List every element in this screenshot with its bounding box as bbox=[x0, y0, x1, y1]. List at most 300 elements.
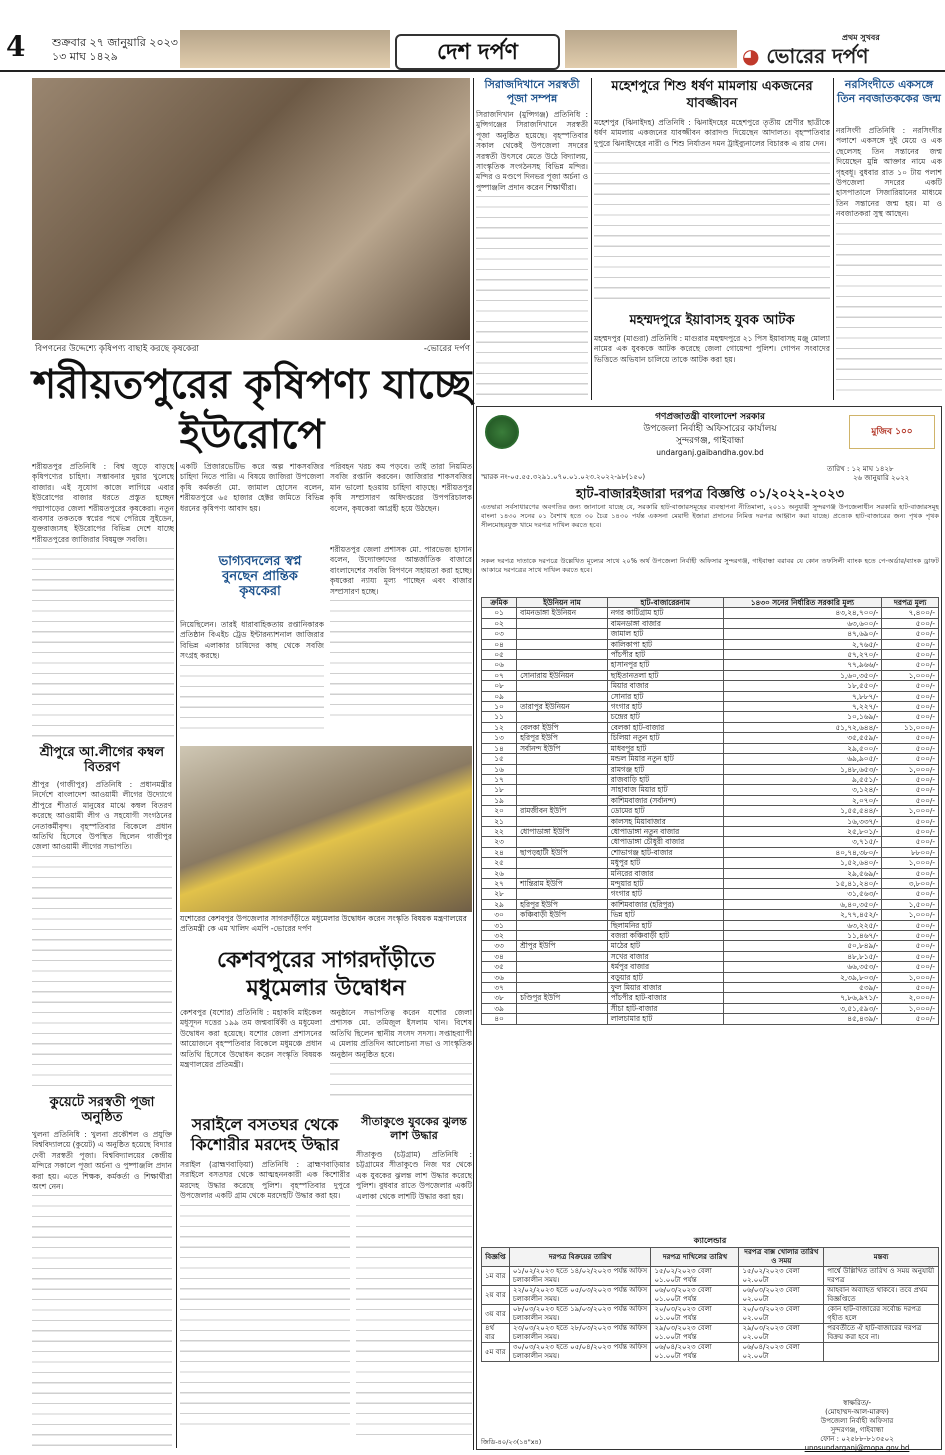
table-row bbox=[482, 806, 939, 816]
table-cell-price: ৬৬,৩৫৩/- bbox=[723, 962, 882, 972]
table-cell-hat: রাজবাড়ি হাট bbox=[607, 774, 723, 784]
table-cell-union bbox=[517, 785, 608, 795]
table-cell-fee: ১,০০০/- bbox=[882, 858, 939, 868]
table-cell-price: ৫০,৮৪৯/- bbox=[723, 941, 882, 951]
table-cell-union: কঞ্চিবাড়ী ইউপি bbox=[517, 910, 608, 920]
table-row bbox=[482, 722, 939, 732]
calendar-cell-open: ০৬/০৪/২০২৩ বেলা ০২.০০টা bbox=[739, 1343, 824, 1362]
table-row bbox=[482, 1003, 939, 1013]
newspaper-logo bbox=[742, 32, 942, 68]
calendar-cell-n: ২য় বার bbox=[482, 1286, 510, 1305]
mohespur-headline: মহেশপুরে শিশু ধর্ষণ মামলায় একজনের যাবজ্জীবন bbox=[611, 79, 813, 111]
table-row bbox=[482, 743, 939, 753]
sirajdikhan-text: সিরাজদিখান (মুন্সিগঞ্জ) প্রতিনিধি : মুন্সিগঞ্জের সিরাজদিখানে সরস্বতী পূজা অনুষ্ঠিত হয়েছে। বৃহস্পতিবার সকাল থেকেই উপজেলা সদরের সরস্বতী উৎসবে মেতে উঠে বিদ্যালয়, সাংস্কৃতিক সংগঠনসহ বিভিন্ন মন্দির। মন্দির ও মণ্ডপে দিনভর পূজা অর্চনা ও পুষ্পাঞ্জলি প্রদান করেন শিক্ষার্থীরা। bbox=[476, 110, 588, 400]
lead-text-right2: শরীয়তপুর জেলা প্রশাসক মো. পারভেজ হাসান বলেন, উদ্যোক্তাদের আন্তর্জাতিক বাজারে বাংলাদেশের সবজি বিপণনে সহায়তা করা হচ্ছে। কৃষকেরা ন্যায্য মূল্য পাচ্ছেন এবং বাজার সম্প্রসারণ হচ্ছে। bbox=[330, 545, 472, 742]
calendar-cell-n: ৪র্থ বার bbox=[482, 1324, 510, 1343]
sarail-headline: সরাইলে বসতঘর থেকে কিশোরীর মরদেহ উদ্ধার bbox=[190, 1115, 340, 1154]
table-cell-union bbox=[517, 951, 608, 961]
table-row bbox=[482, 733, 939, 743]
calendar-cell-n: ৩য় বার bbox=[482, 1305, 510, 1324]
table-cell-hat: ছিলামনির হাট bbox=[607, 920, 723, 930]
tender-intro: এতদ্বারা সর্বসাধারণের অবগতির জন্য জানানো যাচ্ছে যে, সরকারি হাট-বাজারসমূহের ব্যবস্থাপনা নীতিমালা, ২০১১ অনুযায়ী সুন্দরগঞ্জ উপজেলাধীন সরকারি হাট-বাজারসমূহ বাংলা ১৪৩০ সনের ০১ বৈশাখ হতে ৩০ চৈত্র ১৪৩০ পর্যন্ত একসনা মেয়াদী ইজারা প্রদানের নিমিত্ত দরপত্র আহ্বান করা যাচ্ছে। প্রত্যেক হাট-বাজারের জন্য পৃথক পৃথক সীলমোহরযুক্ত খামে দরপত্র দাখিল করতে হবে। bbox=[481, 503, 939, 529]
calendar-table bbox=[481, 1247, 939, 1362]
table-cell-price: ১৫,৪১,২৪০/- bbox=[723, 878, 882, 888]
table-cell-hat: কাশিমবাজার (সর্বানন্দ) bbox=[607, 795, 723, 805]
table-cell-union bbox=[517, 754, 608, 764]
table-cell-union bbox=[517, 795, 608, 805]
table-cell-hat: মন্দুয়ার হাট bbox=[607, 878, 723, 888]
table-cell-fee: ২,০০০/- bbox=[882, 993, 939, 1003]
table-row bbox=[482, 764, 939, 774]
table-cell-hat: জামাল হাট bbox=[607, 629, 723, 639]
calendar-cell-sale: ০১/০২/২০২৩ হতে ১৪/০২/২০২৩ পর্যন্ত অফিস চলাকালীন সময়। bbox=[509, 1267, 651, 1286]
table-cell-fee: ৫০০/- bbox=[882, 774, 939, 784]
table-cell-hat: নগর কাটিগ্রাম হাট bbox=[607, 608, 723, 618]
masthead bbox=[0, 0, 945, 72]
table-cell-fee: ৫০০/- bbox=[882, 733, 939, 743]
table-cell-union: সোনারায় ইউনিয়ন bbox=[517, 670, 608, 680]
table-cell-no: ১৪ bbox=[482, 743, 517, 753]
table-cell-union bbox=[517, 1014, 608, 1024]
table-cell-price: ১,৫২,৬৪০/- bbox=[723, 858, 882, 868]
calendar-cell-submit: ২৯/০৩/২০২৩ বেলা ০১.০০টা পর্যন্ত bbox=[651, 1324, 739, 1343]
table-cell-no: ০১ bbox=[482, 608, 517, 618]
table-cell-hat: শোভাগঞ্জ হাট-বাজার bbox=[607, 847, 723, 857]
table-cell-hat: ছাইতানতলা হাট bbox=[607, 670, 723, 680]
table-cell-hat: পাঁচপীর হাট bbox=[607, 650, 723, 660]
table-cell-union bbox=[517, 816, 608, 826]
table-cell-no: ২৮ bbox=[482, 889, 517, 899]
table-cell-hat: ফুল মিয়ার বাজার bbox=[607, 983, 723, 993]
melaphoto bbox=[180, 746, 472, 912]
table-cell-union bbox=[517, 920, 608, 930]
table-cell-price: ৫১,৭২,৬৪৪/- bbox=[723, 722, 882, 732]
table-cell-fee: ৫০০/- bbox=[882, 962, 939, 972]
calendar-header-cell: দরপত্র দাখিলের তারিখ bbox=[651, 1248, 739, 1267]
sitakunda-text: সীতাকুণ্ড (চট্টগ্রাম) প্রতিনিধি : চট্টগ্রামের সীতাকুণ্ডে নিজ ঘর থেকে এক যুবকের ঝুলন্ত লাশ উদ্ধার করেছে পুলিশ। বুধবার রাতে উপজেলার একটি এলাকা থেকে লাশটি উদ্ধার করা হয়। bbox=[356, 1150, 472, 1448]
table-cell-price: ৩,৭১৫/- bbox=[723, 837, 882, 847]
table-row bbox=[482, 847, 939, 857]
table-cell-price: ৬৩,৬০০/- bbox=[723, 618, 882, 628]
table-cell-no: ০৩ bbox=[482, 629, 517, 639]
table-cell-fee: ৫০০/- bbox=[882, 754, 939, 764]
table-cell-no: ২০ bbox=[482, 806, 517, 816]
table-cell-union bbox=[517, 629, 608, 639]
table-cell-price: ৩,৫১,৫৯৩/- bbox=[723, 1003, 882, 1013]
section-title: দেশ দর্পণ bbox=[395, 34, 560, 70]
table-cell-union: শান্তিরাম ইউপি bbox=[517, 878, 608, 888]
table-cell-union: হরিপুর ইউপি bbox=[517, 733, 608, 743]
table-row bbox=[482, 670, 939, 680]
table-cell-no: ০৪ bbox=[482, 639, 517, 649]
lead-text-sub: নিয়েছিলেন। তারই ধারাবাহিকতায় রপ্তানিকারক প্রতিষ্ঠান বিএইচ ট্রেড ইন্টারন্যাশনাল জাজিরার বিভিন্ন এলাকার চাষিদের কাছ থেকে সবজি সংগ্রহ করছে। bbox=[180, 620, 324, 742]
calendar-cell-sale: ০৮/০৩/২০২৩ হতে ১৯/০৩/২০২৩ পর্যন্ত অফিস চলাকালীন সময়। bbox=[509, 1305, 651, 1324]
table-cell-no: ০৬ bbox=[482, 660, 517, 670]
table-cell-fee: ৫০০/- bbox=[882, 691, 939, 701]
table-cell-union: রামজীবন ইউপি bbox=[517, 806, 608, 816]
table-cell-price: ৪৭,৬৯০/- bbox=[723, 629, 882, 639]
table-cell-no: ৩২ bbox=[482, 931, 517, 941]
table-cell-hat: চন্দ্রের হাট bbox=[607, 712, 723, 722]
table-cell-fee: ৫০০/- bbox=[882, 660, 939, 670]
table-cell-union: সর্বানন্দ ইউপি bbox=[517, 743, 608, 753]
calendar-row bbox=[482, 1286, 939, 1305]
table-cell-union: বেলকা ইউপি bbox=[517, 722, 608, 732]
table-row bbox=[482, 629, 939, 639]
table-cell-fee: ৫০০/- bbox=[882, 983, 939, 993]
table-cell-union bbox=[517, 774, 608, 784]
keshabpur-headline: কেশবপুরের সাগরদাঁড়ীতে মধুমেলার উদ্বোধন bbox=[217, 947, 435, 1001]
table-cell-hat: হাসানপুর হাট bbox=[607, 660, 723, 670]
table-cell-hat: বজরা কঞ্চিবাড়ী হাট bbox=[607, 931, 723, 941]
table-cell-no: ১৭ bbox=[482, 774, 517, 784]
photo-credit: -ভোরের দর্পণ bbox=[423, 344, 470, 354]
farmers-photo bbox=[32, 78, 470, 340]
tender-office: গণপ্রজাতন্ত্রী বাংলাদেশ সরকার উপজেলা নির্বাহী অফিসারের কার্যালয় সুন্দরগঞ্জ, গাইবান্ধা undarganj.gaibandha.gov.bd bbox=[643, 412, 777, 457]
table-cell-price: ১,৬০,৩৫০/- bbox=[723, 670, 882, 680]
table-row bbox=[482, 660, 939, 670]
calendar-cell-submit: ০৬/০৩/২০২৩ বেলা ০১.০০টা পর্যন্ত bbox=[651, 1286, 739, 1305]
mohespur-text: মহেশপুর (ঝিনাইদহ) প্রতিনিধি : ঝিনাইদহের মহেশপুরে তৃতীয় শ্রেণীর ছাত্রীকে ধর্ষণ মামলায় একজনের যাবজ্জীবন কারাদণ্ড দিয়েছেন আদালত। বৃহস্পতিবার দুপুরে ঝিনাইদহের নারী ও শিশু নির্যাতন দমন ট্রাইব্যুনালের বিচারক এ রায় দেন। bbox=[594, 118, 830, 308]
table-row bbox=[482, 837, 939, 847]
table-cell-fee: ৫০০/- bbox=[882, 868, 939, 878]
narsingdi-headline: নরসিংদীতে একসঙ্গে তিন নবজাতককের জন্ম bbox=[837, 78, 941, 105]
table-cell-price: ৬,৪০,৩৫০/- bbox=[723, 899, 882, 909]
calendar-cell-open: ২৯/০৩/২০২৩ বেলা ০২.০০টা bbox=[739, 1324, 824, 1343]
table-cell-price: ৪০,৭৪,৩৮০/- bbox=[723, 847, 882, 857]
table-cell-union bbox=[517, 931, 608, 941]
table-row bbox=[482, 608, 939, 618]
page-number: 4 bbox=[6, 30, 26, 63]
table-cell-union: তারাপুর ইউনিয়ন bbox=[517, 702, 608, 712]
column-rule bbox=[176, 462, 177, 1448]
date-bangla: ১৩ মাঘ ১৪২৯ bbox=[52, 50, 118, 63]
calendar-cell-sale: ৩০/০৩/২০২৩ হতে ০৫/০৪/২০২৩ পর্যন্ত অফিস চলাকালীন সময়। bbox=[509, 1343, 651, 1362]
table-cell-no: ২২ bbox=[482, 826, 517, 836]
table-row bbox=[482, 858, 939, 868]
table-header-cell: ১৪৩০ সনের নির্ধারিত সরকারি মূল্য bbox=[723, 598, 882, 608]
table-cell-union: ধোপাডাঙ্গা ইউপি bbox=[517, 826, 608, 836]
table-cell-hat: সীচা হাট-বাজার bbox=[607, 1003, 723, 1013]
table-cell-no: ৩৩ bbox=[482, 941, 517, 951]
mujib-100-logo: মুজিব ১০০ bbox=[849, 415, 935, 449]
table-cell-hat: ধর্মপুর বাজার bbox=[607, 962, 723, 972]
date-english: শুক্রবার ২৭ জানুয়ারি ২০২৩ bbox=[52, 36, 178, 49]
calendar-cell-sale: ২২/০২/২০২৩ হতে ০৫/০৩/২০২৩ পর্যন্ত অফিস চলাকালীন সময়। bbox=[509, 1286, 651, 1305]
table-row bbox=[482, 972, 939, 982]
table-cell-price: ৪৮,৮১৫/- bbox=[723, 951, 882, 961]
table-cell-price: ১,৪৮,৬৫৩/- bbox=[723, 764, 882, 774]
calendar-cell-open: ০৬/০৩/২০২৩ বেলা ০২.০০টা bbox=[739, 1286, 824, 1305]
table-cell-union: চণ্ডিপুর ইউপি bbox=[517, 993, 608, 1003]
calendar-row bbox=[482, 1305, 939, 1324]
table-cell-union: শ্রীপুর ইউপি bbox=[517, 941, 608, 951]
table-cell-price: ২৯,৫০০/- bbox=[723, 743, 882, 753]
lead-text-middle: একটি প্রিজারভেটিভ করে অল্প শাকসবজির চাহিদা নিতে পারি। এ বিষয়ে জাজিরা উপজেলা কৃষি কর্মকর্তা মো. জামাল হোসেন বলেন, শরীয়তপুরে ৬৫ হাজার হেক্টর জমিতে বিভিন্ন ধরনের কৃষিপণ্য আবাদ হয়। bbox=[180, 462, 324, 513]
table-cell-union bbox=[517, 858, 608, 868]
masthead-decoration-right bbox=[565, 30, 737, 68]
table-row bbox=[482, 816, 939, 826]
tender-notice bbox=[476, 406, 942, 1450]
column-rule bbox=[833, 78, 834, 400]
keshabpur-text: কেশবপুর (যশোর) প্রতিনিধি : মহাকবি মাইকেল মধুসূদন দত্তের ১৯৯ তম জন্মবার্ষিকী ও মধুমেলা উদ্বোধন করা হয়েছে। যশোর জেলা প্রশাসনের আয়োজনে বৃহস্পতিবার বিকেলে মধুমঞ্চে প্রধান অতিথি হিসেবে উদ্বোধন করেন সংস্কৃতি বিষয়ক মন্ত্রণালয়ের প্রতিমন্ত্রী। bbox=[180, 1008, 322, 1070]
table-cell-price: ৭,৮৮৭/- bbox=[723, 691, 882, 701]
table-row bbox=[482, 712, 939, 722]
table-cell-fee: ৩,৮০০/- bbox=[882, 878, 939, 888]
calendar-header-cell: মন্তব্য bbox=[824, 1248, 939, 1267]
table-cell-no: ০৭ bbox=[482, 670, 517, 680]
table-cell-no: ৩১ bbox=[482, 920, 517, 930]
table-cell-no: ১২ bbox=[482, 722, 517, 732]
table-cell-union bbox=[517, 650, 608, 660]
table-cell-hat: বেলকা হাট-বাজার bbox=[607, 722, 723, 732]
table-cell-fee: ৫০০/- bbox=[882, 837, 939, 847]
table-cell-fee: ৫০০/- bbox=[882, 1014, 939, 1024]
calendar-cell-note bbox=[824, 1343, 939, 1362]
table-cell-hat: ধোপাডাঙ্গা নতুন বাজার bbox=[607, 826, 723, 836]
table-header-cell: ইউনিয়ন নাম bbox=[517, 598, 608, 608]
table-cell-no: ১৬ bbox=[482, 764, 517, 774]
table-row bbox=[482, 878, 939, 888]
calendar-header-cell: বিজ্ঞপ্তি bbox=[482, 1248, 510, 1267]
table-cell-fee: ৫০০/- bbox=[882, 681, 939, 691]
table-cell-price: ৬৩,২২৫/- bbox=[723, 920, 882, 930]
mela-photo-caption: যশোরের কেশবপুর উপজেলার সাগরদাঁড়ীতে মধুমেলার উদ্বোধন করেন সংস্কৃতি বিষয়ক মন্ত্রণালয়ের প্রতিমন্ত্রী কে এম খালিদ এমপি -ভোরের দর্পণ bbox=[180, 914, 467, 933]
table-row bbox=[482, 1014, 939, 1024]
table-cell-price: ৫৭,২৭০/- bbox=[723, 650, 882, 660]
table-cell-price: ৭,২২৭/- bbox=[723, 702, 882, 712]
table-cell-price: ১৬,৩৩৭/- bbox=[723, 816, 882, 826]
logo-mark-icon: ◕ bbox=[742, 44, 767, 68]
table-cell-fee: ৫০০/- bbox=[882, 712, 939, 722]
calendar-row bbox=[482, 1343, 939, 1362]
table-cell-fee: ১,০০০/- bbox=[882, 764, 939, 774]
table-cell-hat: মন্ডল মিয়ার নতুন হাট bbox=[607, 754, 723, 764]
table-cell-hat: সাহাবাজ মিয়ার হাট bbox=[607, 785, 723, 795]
table-cell-no: ০২ bbox=[482, 618, 517, 628]
signature-block: স্বাক্ষরিত/- (মোহাম্মদ-আল-মারুফ) উপজেলা নির্বাহী অফিসার সুন্দরগঞ্জ, গাইবান্ধা ফোন : ০২৫৮৮-৮১৩৫০২ unosundarganj@mopa.gov.bd bbox=[804, 1399, 910, 1452]
table-row bbox=[482, 910, 939, 920]
table-cell-fee: ৭,৪০০/- bbox=[882, 608, 939, 618]
mohammadpur-text: মহম্মদপুর (মাগুরা) প্রতিনিধি : মাগুরার মহম্মদপুরে ২১ পিস ইয়াবাসহ মঞ্জু মোল্যা নামের এক যুবককে আটক করেছে জেলা গোয়েন্দা পুলিশ। গোপন সংবাদের ভিত্তিতে অভিযান চালিয়ে তাকে আটক করা হয়। bbox=[594, 334, 830, 364]
photo-caption: বিপণনের উদ্দেশ্যে কৃষিপণ্য বাছাই করছে কৃষকেরা bbox=[35, 344, 199, 354]
table-header-cell: ক্রমিক bbox=[482, 598, 517, 608]
table-cell-no: ৩৬ bbox=[482, 972, 517, 982]
table-cell-price: ৭৭,৯৬৬/- bbox=[723, 660, 882, 670]
table-cell-no: ২৫ bbox=[482, 858, 517, 868]
table-cell-union: ছাপড়হাটী ইউপি bbox=[517, 847, 608, 857]
table-cell-price: ১,৫৫,৫৪৪/- bbox=[723, 806, 882, 816]
table-cell-union bbox=[517, 618, 608, 628]
table-row bbox=[482, 650, 939, 660]
table-cell-price: ৪৫,৪৩৯/- bbox=[723, 1014, 882, 1024]
table-cell-union bbox=[517, 712, 608, 722]
table-cell-hat: মাঠের হাট bbox=[607, 941, 723, 951]
calendar-cell-submit: ২০/০৩/২০২৩ বেলা ০১.০০টা পর্যন্ত bbox=[651, 1305, 739, 1324]
table-row bbox=[482, 993, 939, 1003]
calendar-cell-note: পার্শ্বে উল্লিখিত তারিখ ও সময় অনুযায়ী দরপত্র bbox=[824, 1267, 939, 1286]
table-row bbox=[482, 795, 939, 805]
table-cell-fee: ১,০০০/- bbox=[882, 806, 939, 816]
table-cell-hat: কালিকাপা হাট bbox=[607, 639, 723, 649]
tender-memo: স্মারক নং-০৫.৫৫.৩২৯১.০৭০.০১.০২৩.২০২২-৯৮(১৫০) bbox=[481, 473, 646, 481]
table-cell-no: ০৫ bbox=[482, 650, 517, 660]
table-cell-price: ৩৫,৫৫৯/- bbox=[723, 733, 882, 743]
table-cell-price: ৩,১২৪/- bbox=[723, 785, 882, 795]
table-row bbox=[482, 868, 939, 878]
table-cell-price: ২,৭৬৫/- bbox=[723, 639, 882, 649]
table-cell-price: ২,৩৯,৮০৩/- bbox=[723, 972, 882, 982]
sirajdikhan-headline: সিরাজদিখানে সরস্বতী পূজা সম্পন্ন bbox=[484, 78, 580, 105]
calendar-title: ক্যালেন্ডার bbox=[693, 1236, 727, 1245]
table-row bbox=[482, 774, 939, 784]
table-cell-hat: ভিন্ন হাট bbox=[607, 910, 723, 920]
table-cell-price: ৪৩,২৪,৭০০/- bbox=[723, 608, 882, 618]
table-cell-hat: ডোমের হাট bbox=[607, 806, 723, 816]
calendar-cell-sale: ২৩/০৩/২০২৩ হতে ২৮/০৩/২০২৩ পর্যন্ত অফিস চলাকালীন সময়। bbox=[509, 1324, 651, 1343]
table-cell-no: ২১ bbox=[482, 816, 517, 826]
table-row bbox=[482, 754, 939, 764]
table-cell-no: ০৯ bbox=[482, 691, 517, 701]
mohammadpur-headline: মহম্মদপুরে ইয়াবাসহ যুবক আটক bbox=[629, 313, 795, 328]
logo-name: ভোরের দর্পণ bbox=[766, 44, 869, 68]
lead-text-left: শরীয়তপুর প্রতিনিধি : বিশ্ব জুড়ে বাড়ছে কৃষিপণ্যের চাহিদা। সম্ভাবনার দুয়ার খুলেছে বাজার। এই সুযোগ কাজে লাগিয়ে এবার ইউরোপের বাজার ধরতে প্রস্তুত হচ্ছেন পদ্মাপাড়ের জেলা শরীয়তপুরের কৃষকেরা। নতুন ব্যবসার তকতকে স্বপ্নের পথে পেরিয়ে সুইডেন, যুক্তরাজ্যসহ ইউরোপের বিভিন্ন দেশে যাচ্ছে শরীয়তপুরের জাজিরার বিষমুক্ত সবজি। bbox=[32, 462, 174, 742]
column-rule bbox=[473, 78, 474, 1450]
calendar-cell-n: ১ম বার bbox=[482, 1267, 510, 1286]
table-cell-price: ৬৯,৯০৫/- bbox=[723, 754, 882, 764]
sitakunda-headline: সীতাকুণ্ডে যুবকের ঝুলন্ত লাশ উদ্ধার bbox=[361, 1115, 467, 1142]
table-cell-hat: মধুপুর হাট bbox=[607, 858, 723, 868]
calendar-cell-open: ১৫/০২/২০২৩ বেলা ০২.০০টা bbox=[739, 1267, 824, 1286]
table-cell-no: ২৪ bbox=[482, 847, 517, 857]
table-cell-union: বামনডাঙ্গা ইউনিয়ন bbox=[517, 608, 608, 618]
table-cell-price: ২,০৭০/- bbox=[723, 795, 882, 805]
table-cell-union bbox=[517, 837, 608, 847]
table-cell-fee: ৫০০/- bbox=[882, 889, 939, 899]
table-cell-union bbox=[517, 962, 608, 972]
table-cell-no: ২৯ bbox=[482, 899, 517, 909]
table-cell-fee: ১,০০০/- bbox=[882, 910, 939, 920]
table-cell-no: ৩৯ bbox=[482, 1003, 517, 1013]
table-cell-fee: ৫০০/- bbox=[882, 941, 939, 951]
table-cell-no: ২৬ bbox=[482, 868, 517, 878]
table-cell-no: ৩৮ bbox=[482, 993, 517, 1003]
table-cell-union bbox=[517, 889, 608, 899]
table-cell-price: ৩১,৫৬৩/- bbox=[723, 889, 882, 899]
table-cell-no: ১৮ bbox=[482, 785, 517, 795]
table-cell-union: হরিপুর ইউপি bbox=[517, 899, 608, 909]
table-cell-fee: ৫০০/- bbox=[882, 702, 939, 712]
table-cell-hat: সোনার হাট bbox=[607, 691, 723, 701]
kuet-text: খুলনা প্রতিনিধি : খুলনা প্রকৌশল ও প্রযুক্তি বিশ্ববিদ্যালয়ে (কুয়েট) এ অনুষ্ঠিত হয়েছে বিদ্যার দেবী সরস্বতী পূজা। বিশ্ববিদ্যালয়ের কেন্দ্রীয় মন্দিরে সকালে পূজা অর্চনা ও পুষ্পাঞ্জলি প্রদান করা হয়। এতে শিক্ষক, কর্মকর্তা ও শিক্ষার্থীরা অংশ নেন। bbox=[32, 1130, 172, 1448]
table-cell-no: ১০ bbox=[482, 702, 517, 712]
table-row bbox=[482, 681, 939, 691]
table-cell-no: ৩৭ bbox=[482, 983, 517, 993]
table-row bbox=[482, 962, 939, 972]
table-cell-hat: পাঁচপীর হাট-বাজার bbox=[607, 993, 723, 1003]
table-cell-no: ০৮ bbox=[482, 681, 517, 691]
table-cell-price: ১০,১৬৯/- bbox=[723, 712, 882, 722]
table-cell-hat: গংগার হাট bbox=[607, 889, 723, 899]
calendar-header-cell: দরপত্র বাক্স খোলার তারিখ ও সময় bbox=[739, 1248, 824, 1267]
keshabpur-text2: অনুষ্ঠানে সভাপতিত্ব করেন যশোর জেলা প্রশাসক মো. তমিজুল ইসলাম খান। বিশেষ অতিথি ছিলেন স্থানীয় সংসদ সদস্য। সপ্তাহব্যাপী এ মেলায় প্রতিদিন আলোচনা সভা ও সাংস্কৃতিক অনুষ্ঠান অনুষ্ঠিত হবে। bbox=[330, 1008, 472, 1108]
masthead-decoration-left bbox=[180, 30, 390, 68]
table-cell-no: ৩০ bbox=[482, 910, 517, 920]
lead-subhead: ভাগ্যবদলের স্বপ্ন বুনছেন প্রান্তিক কৃষকেরা bbox=[218, 554, 302, 599]
sarail-text: সরাইল (ব্রাহ্মণবাড়িয়া) প্রতিনিধি : ব্রাহ্মণবাড়িয়ার সরাইলে বসতঘর থেকে আত্মহননকারী এক কিশোরীর মরদেহ উদ্ধার করেছে পুলিশ। বৃহস্পতিবার দুপুরে উপজেলার একটি গ্রাম থেকে মরদেহটি উদ্ধার করা হয়। bbox=[180, 1160, 350, 1448]
table-cell-price: ২৯,৫৬৯/- bbox=[723, 868, 882, 878]
table-cell-fee: ৫০০/- bbox=[882, 931, 939, 941]
tender-date: তারিখ : ১২ মাঘ ১৪২৮ ২৬ জানুয়ারি ২০২২ bbox=[827, 465, 910, 482]
table-cell-fee: ৫০০/- bbox=[882, 816, 939, 826]
table-row bbox=[482, 639, 939, 649]
table-cell-fee: ১,০০০/- bbox=[882, 1003, 939, 1013]
calendar-header-cell: দরপত্র বিক্রয়ের তারিখ bbox=[509, 1248, 651, 1267]
masthead-date bbox=[52, 36, 178, 64]
table-cell-hat: চিলিয়া নতুন হাট bbox=[607, 733, 723, 743]
table-cell-no: ৩৫ bbox=[482, 962, 517, 972]
table-cell-fee: ১,০০০/- bbox=[882, 670, 939, 680]
table-cell-no: ২৩ bbox=[482, 837, 517, 847]
table-cell-no: ৩৪ bbox=[482, 951, 517, 961]
table-row bbox=[482, 889, 939, 899]
table-cell-hat: মিয়ার বাজার bbox=[607, 681, 723, 691]
hat-bazar-table bbox=[481, 597, 939, 1025]
table-cell-hat: সখের বাজার bbox=[607, 951, 723, 961]
calendar-cell-submit: ০৬/০৪/২০২৩ বেলা ০১.০০টা পর্যন্ত bbox=[651, 1343, 739, 1362]
table-cell-price: ২,৭৭,৪৫২/- bbox=[723, 910, 882, 920]
table-cell-union bbox=[517, 1003, 608, 1013]
tender-intro2: সকল দরপত্র দাতাকে দরপত্রে উল্লেখিত মূল্যের সাথে ২০% অর্থ উপজেলা নির্বাহী অফিসার সুন্দরগঞ্জ, গাইবান্ধা বরাবর যে কোন তফসিলী ব্যাংক হতে পে-অর্ডার/ব্যাংক ড্রাফট আকারে দরপত্রের সাথে দাখিল করতে হবে। bbox=[481, 557, 939, 574]
calendar-cell-submit: ১৫/০২/২০২৩ বেলা ০১.০০টা পর্যন্ত bbox=[651, 1267, 739, 1286]
table-cell-price: ১১,৪৬৭/- bbox=[723, 931, 882, 941]
sreepur-text: শ্রীপুর (গাজীপুর) প্রতিনিধি : প্রধানমন্ত্রীর নির্দেশে বাংলাদেশ আওয়ামী লীগের উদ্যোগে শ্রীপুরে শীতার্ত মানুষের মাঝে কম্বল বিতরণ করেছে আওয়ামী লীগ ও সহযোগী সংগঠনের নেতাকর্মীবৃন্দ। বৃহস্পতিবার বিকেলে প্রধান অতিথি হিসেবে উপস্থিত ছিলেন গাজীপুর জেলা আওয়ামী লীগের সভাপতি। bbox=[32, 780, 172, 1090]
calendar-cell-note: পরবর্তীতে ঐ হাট-বাজারের দরপত্র বিক্রয় করা হবে না। bbox=[824, 1324, 939, 1343]
table-cell-no: ১৯ bbox=[482, 795, 517, 805]
column-rule bbox=[591, 78, 592, 400]
table-cell-price: ৭,৮৬,৯৭১/- bbox=[723, 993, 882, 1003]
narsingdi-text: নরসিংদী প্রতিনিধি : নরসিংদীর পলাশে একসঙ্গে দুই মেয়ে ও এক ছেলেসহ তিন সন্তানের জন্ম দিয়েছেন মুন্নি আক্তার নামে এক গৃহবধূ। বুধবার রাত ১০ টায় পলাশ উপজেলা সদরের একটি হাসপাতালে সিজারিয়ানের মাধ্যমে তিন সন্তানের জন্ম হয়। মা ও নবজাতকরা সুস্থ আছেন। bbox=[836, 126, 942, 400]
table-header-cell: দরপত্র মূল্য bbox=[882, 598, 939, 608]
table-header-cell: হাট-বাজারেরনাম bbox=[607, 598, 723, 608]
table-cell-price: ৫৩৯/- bbox=[723, 983, 882, 993]
table-cell-union bbox=[517, 868, 608, 878]
table-cell-fee: ৫০০/- bbox=[882, 650, 939, 660]
table-cell-hat: মাধবপুর হাট bbox=[607, 743, 723, 753]
calendar-row bbox=[482, 1267, 939, 1286]
table-cell-union bbox=[517, 660, 608, 670]
table-cell-fee: ১,৫০০/- bbox=[882, 899, 939, 909]
table-cell-fee: ৫০০/- bbox=[882, 795, 939, 805]
ad-code: জিডি-৪০/২৩(১৪"x৪) bbox=[481, 1438, 542, 1446]
calendar-cell-note: কোন হাট-বাজারের সর্বোচ্চ দরপত্র গৃহীত হলে bbox=[824, 1305, 939, 1324]
table-cell-no: ১৫ bbox=[482, 754, 517, 764]
table-cell-fee: ৫০০/- bbox=[882, 629, 939, 639]
lead-text-right: পরিবহন খরচ কম পড়বে। তাই তারা নিয়মিত সবজি রপ্তানি করবেন। জাজিরার শাকসবজির মান ভালো হওয়ায় চাহিদা বাড়ছে। শরীয়তপুর কৃষি সম্প্রসারণ অধিদপ্তরের উপপরিচালক বলেন, কৃষকেরা আগ্রহী হয়ে উঠছেন। bbox=[330, 462, 472, 513]
table-cell-fee: ৫০০/- bbox=[882, 743, 939, 753]
table-row bbox=[482, 785, 939, 795]
table-cell-hat: কাশিমবাজার (হরিপুর) bbox=[607, 899, 723, 909]
table-row bbox=[482, 899, 939, 909]
tender-title: হাট-বাজারইজারা দরপত্র বিজ্ঞপ্তি ০১/২০২২-২০২৩ bbox=[575, 487, 845, 502]
calendar-cell-n: ৫ম বার bbox=[482, 1343, 510, 1362]
table-cell-hat: মনিরের বাজার bbox=[607, 868, 723, 878]
table-cell-no: ৪০ bbox=[482, 1014, 517, 1024]
table-cell-fee: ৮৮০০/- bbox=[882, 847, 939, 857]
lead-headline: শরীয়তপুরের কৃষিপণ্য যাচ্ছে ইউরোপে bbox=[32, 361, 472, 458]
table-cell-fee: ৫০০/- bbox=[882, 951, 939, 961]
table-cell-fee: ১১,০০০/- bbox=[882, 722, 939, 732]
